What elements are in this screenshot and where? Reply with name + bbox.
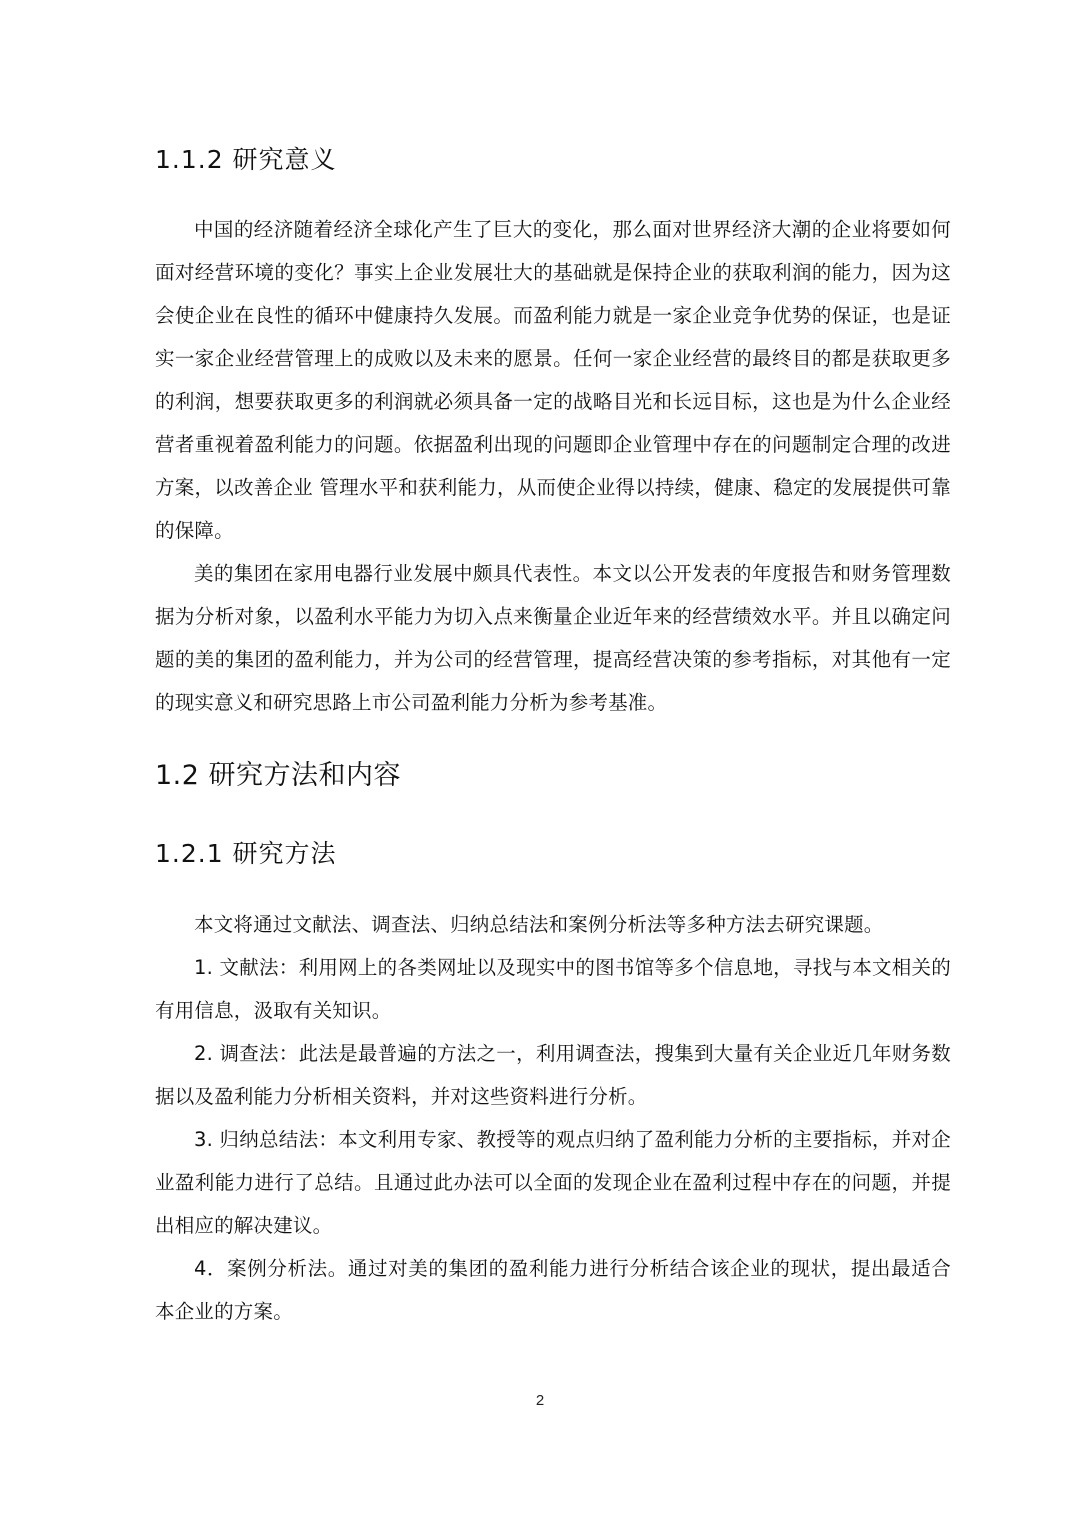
section-heading-1-2-1: 1.2.1 研究方法 [155,839,337,868]
section-body-1-1-2 [155,208,951,724]
page-number: 2 [535,1392,545,1409]
section-body-1-2-1 [155,903,951,1333]
list-item-induction-method: 3. 归纳总结法：本文利用专家、教授等的观点归纳了盈利能力分析的主要指标，并对企业盈利能力进行了总结。且通过此办法可以全面的发现企业在盈利过程中存在的问题，并提出相应的解决建议。 [155,1128,951,1237]
paragraph-methods-intro: 本文将通过文献法、调查法、归纳总结法和案例分析法等多种方法去研究课题。 [194,913,884,936]
section-heading-1-1-2: 1.1.2 研究意义 [155,145,337,174]
list-item-survey-method: 2. 调查法：此法是最普遍的方法之一，利用调查法，搜集到大量有关企业近几年财务数据以及盈利能力分析相关资料，并对这些资料进行分析。 [155,1042,951,1108]
list-item-case-analysis-method: 4．案例分析法。通过对美的集团的盈利能力进行分析结合该企业的现状，提出最适合本企业的方案。 [155,1257,951,1323]
list-item-literature-method: 1. 文献法：利用网上的各类网址以及现实中的图书馆等多个信息地，寻找与本文相关的有用信息，汲取有关知识。 [155,956,951,1022]
paragraph-significance-1: 中国的经济随着经济全球化产生了巨大的变化，那么面对世界经济大潮的企业将要如何面对经营环境的变化？事实上企业发展壮大的基础就是保持企业的获取利润的能力，因为这会使企业在良性的循环中健康持久发展。而盈利能力就是一家企业竞争优势的保证，也是证实一家企业经营管理上的成败以及未来的愿景。任何一家企业经营的最终目的都是获取更多的利润，想要获取更多的利润就必须具备一定的战略目光和长远目标，这也是为什么企业经营者重视着盈利能力的问题。依据盈利出现的问题即企业管理中存在的问题制定合理的改进方案，以改善企业 管理水平和获利能力，从而使企业得以持续，健康、稳定的发展提供可靠的保障。 [155,218,951,542]
section-heading-1-2: 1.2 研究方法和内容 [155,760,402,791]
paragraph-significance-2: 美的集团在家用电器行业发展中颇具代表性。本文以公开发表的年度报告和财务管理数据为分析对象，以盈利水平能力为切入点来衡量企业近年来的经营绩效水平。并且以确定问题的美的集团的盈利能力，并为公司的经营管理，提高经营决策的参考指标，对其他有一定的现实意义和研究思路上市公司盈利能力分析为参考基准。 [155,562,951,714]
